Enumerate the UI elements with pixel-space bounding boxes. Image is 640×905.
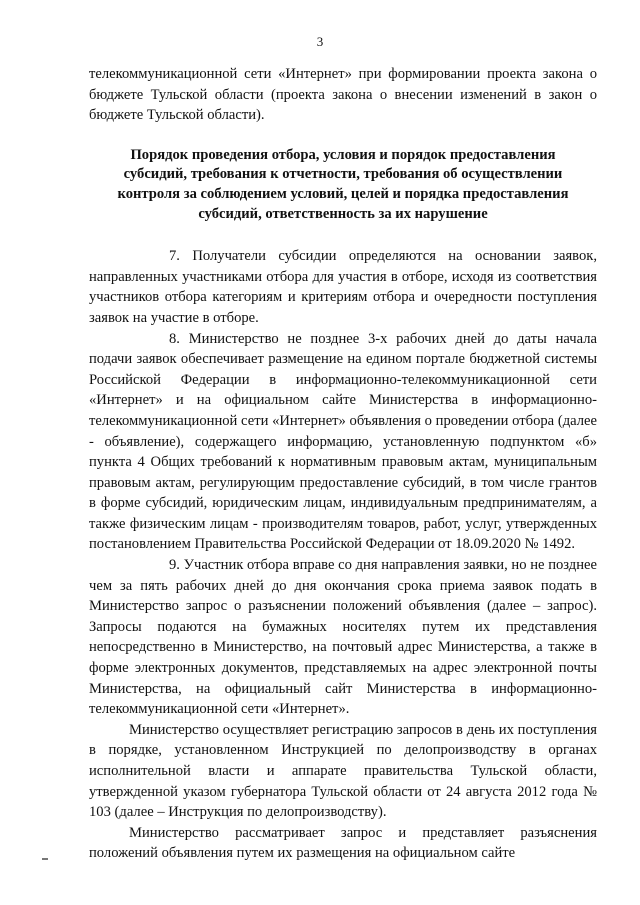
paragraph-number: 9. <box>169 557 180 574</box>
paragraph-text: Участник отбора вправе со дня направления заявки, но не позднее чем за пять рабочих дней до дня окончания срока приема заявок подать в Министерство запрос о разъяснении положений объявления (далее – запрос). Запросы подаются на бумажных носителях путем их представления непосредственно в Министерство, на почтовый адрес Министерства, а также в форме электронных документов, представляемых на адрес электронной почты Министерства, на официальный сайт Министерства в информационно-телекоммуникационной сети «Интернет». <box>89 557 597 718</box>
section-heading: Порядок проведения отбора, условия и порядок предоставления субсидий, требования к отчетности, требования об осуществлении контроля за соблюдением условий, целей и порядка предоставления субсидий, ответственность за их нарушение <box>117 146 569 222</box>
paragraph-number: 7. <box>169 248 180 265</box>
paragraph-number: 8. <box>169 330 180 347</box>
page-number: 3 <box>316 34 324 49</box>
paragraph-text: Получатели субсидии определяются на основании заявок, направленных участниками отбора для участия в отборе, исходя из соответствия участников отбора категориям и критериям отбора и очередности поступления заявок на участие в отборе. <box>89 248 597 326</box>
continuation-paragraph: телекоммуникационной сети «Интернет» при формировании проекта закона о бюджете Тульской области (проекта закона о внесении изменений в закон о бюджете Тульской области). <box>89 66 597 124</box>
numbered-paragraph-7 <box>89 246 597 328</box>
paragraph-text: Министерство не позднее 3-х рабочих дней до даты начала подачи заявок обеспечивает размещение на едином портале бюджетной системы Российской Федерации в информационно-телекоммуникационной сети «Интернет» и на официальном сайте Министерства в информационно-телекоммуникационной сети «Интернет» объявления о проведении отбора (далее - объявление), содержащего информацию, установленную подпунктом «б» пункта 4 Общих требований к нормативным правовым актам, муниципальным правовым актам, регулирующим предоставление субсидий, в том числе грантов в форме субсидий, юридическим лицам, индивидуальным предпринимателям, а также физическим лицам - производителям товаров, работ, услуг, утвержденных постановлением Правительства Российской Федерации от 18.09.2020 № 1492. <box>89 330 597 553</box>
scan-artifact <box>42 858 48 860</box>
numbered-paragraph-9 <box>89 555 597 720</box>
body-paragraph: Министерство рассматривает запрос и представляет разъяснения положений объявления путем их размещения на официальном сайте <box>89 824 597 862</box>
numbered-paragraph-8 <box>89 329 597 556</box>
page-content <box>89 64 597 864</box>
body-paragraph: Министерство осуществляет регистрацию запросов в день их поступления в порядке, установленном Инструкцией по делопроизводству в органах исполнительной власти и аппарате правительства Тульской области, утвержденной указом губернатора Тульской области от 24 августа 2012 года № 103 (далее – Инструкция по делопроизводству). <box>89 721 597 821</box>
